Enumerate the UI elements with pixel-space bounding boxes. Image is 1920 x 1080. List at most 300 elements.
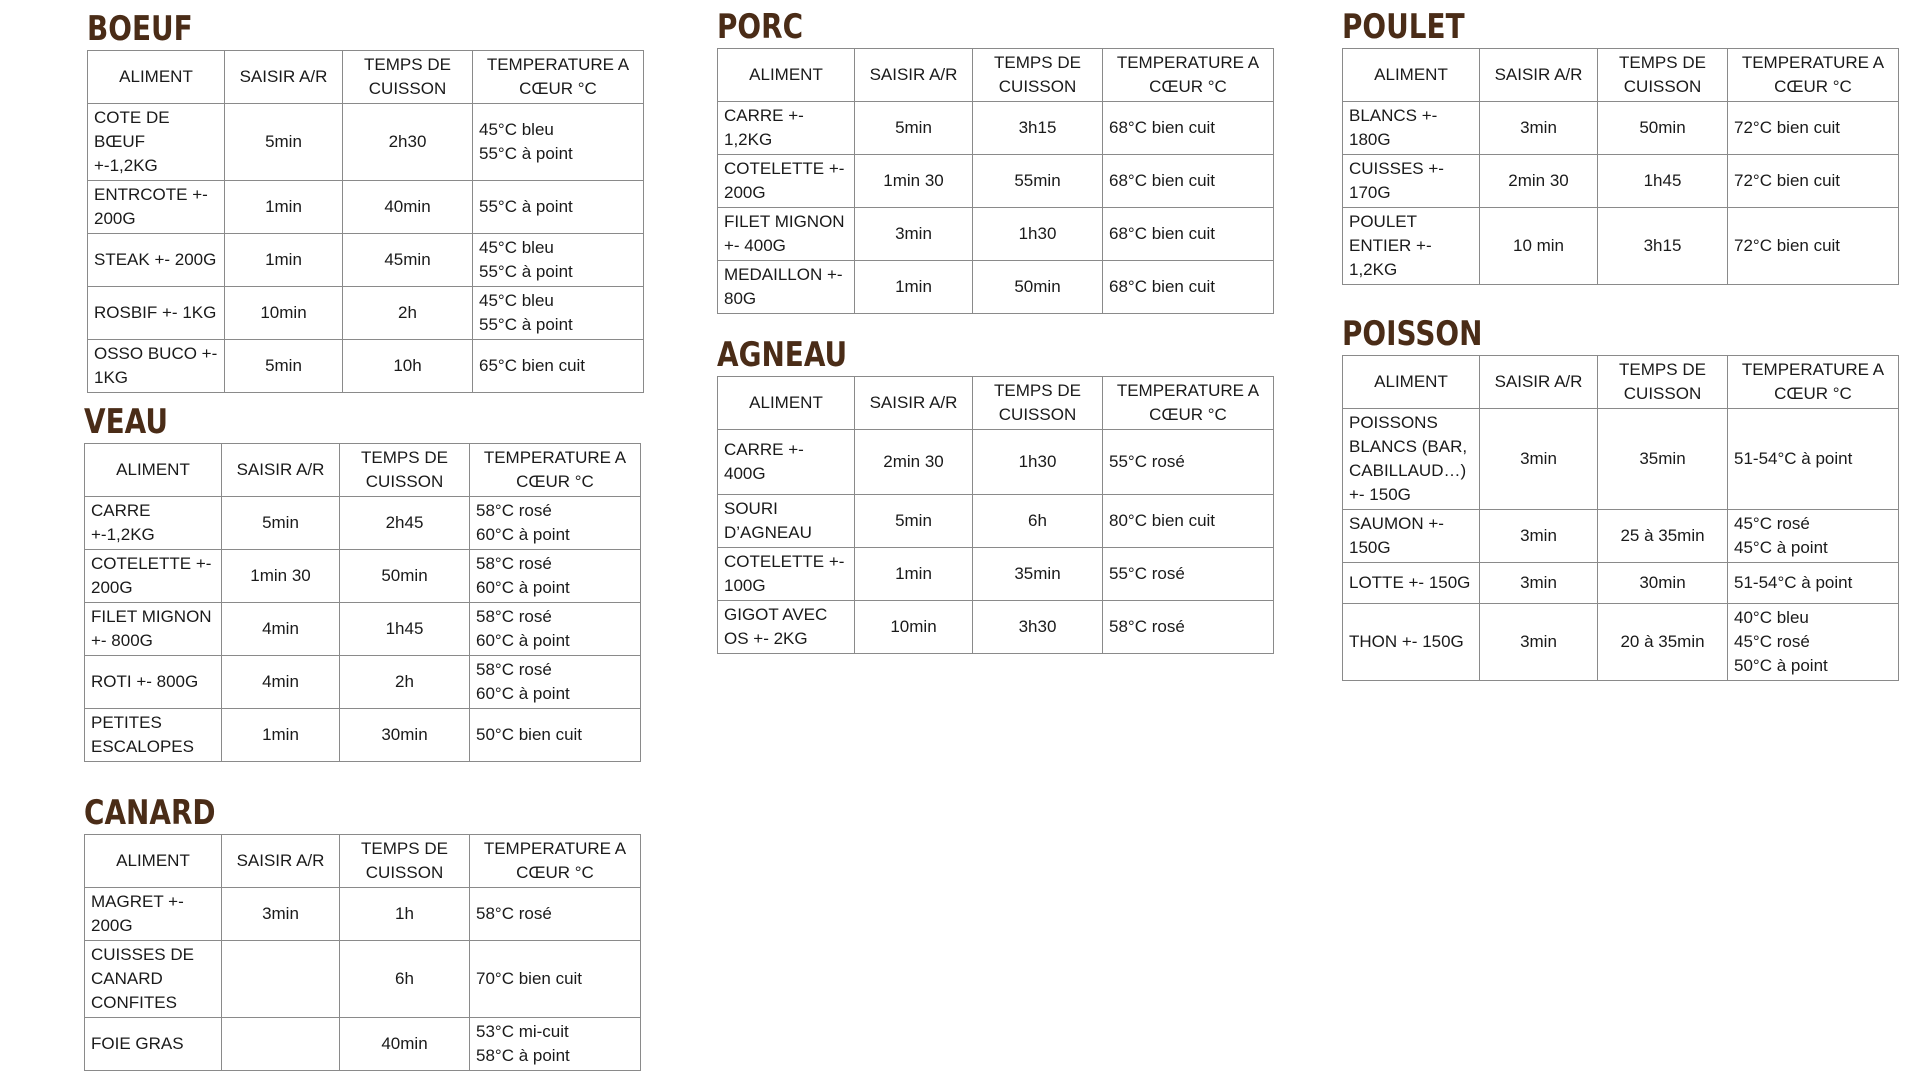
temperature-line: 55°C à point <box>479 315 573 334</box>
cell-aliment <box>1343 510 1480 563</box>
cell-saisir: 2min 30 <box>1480 155 1598 208</box>
header-line: CŒUR °C <box>516 472 594 491</box>
header-temps <box>340 444 470 497</box>
aliment-line: CARRE +- 400G <box>724 440 804 483</box>
header-row <box>718 49 1274 102</box>
header-temperature <box>470 835 641 888</box>
cell-temps: 35min <box>973 548 1103 601</box>
cell-temperature <box>1103 495 1274 548</box>
cell-aliment <box>85 888 222 941</box>
temperature-line: 65°C bien cuit <box>479 356 586 375</box>
cooking-table <box>717 376 1274 654</box>
temperature-line: 58°C rosé <box>476 904 552 923</box>
cell-temps: 40min <box>340 1018 470 1071</box>
header-aliment: ALIMENT <box>88 51 225 104</box>
cell-aliment <box>718 548 855 601</box>
header-line: CUISSON <box>368 79 447 98</box>
temperature-line: 72°C bien cuit <box>1734 171 1841 190</box>
aliment-line: THON +- 150G <box>1349 632 1464 651</box>
temperature-line: 58°C à point <box>476 1046 570 1065</box>
aliment-line: STEAK +- 200G <box>94 250 217 269</box>
cell-aliment <box>88 104 225 181</box>
temperature-line: 72°C bien cuit <box>1734 118 1841 137</box>
cell-temperature <box>1103 208 1274 261</box>
header-aliment: ALIMENT <box>85 444 222 497</box>
section-title: POULET <box>1342 7 1465 47</box>
header-row <box>1343 49 1899 102</box>
header-line: CŒUR °C <box>516 863 594 882</box>
cell-saisir: 1min <box>222 709 340 762</box>
cell-aliment <box>718 261 855 314</box>
temperature-line: 58°C rosé <box>476 607 552 626</box>
table-row <box>1343 102 1899 155</box>
header-temps <box>340 835 470 888</box>
header-line: TEMPERATURE A <box>1116 53 1260 72</box>
cell-temps: 50min <box>1598 102 1728 155</box>
cell-aliment <box>88 287 225 340</box>
aliment-line: D’AGNEAU <box>724 523 812 542</box>
cell-temperature <box>470 497 641 550</box>
header-row <box>1343 356 1899 409</box>
header-line: CUISSON <box>1623 77 1702 96</box>
aliment-line: POULET <box>1349 212 1418 231</box>
cooking-table <box>84 834 641 1071</box>
aliment-line: CANARD <box>91 969 163 988</box>
aliment-line: ENTIER +- <box>1349 236 1432 255</box>
header-aliment: ALIMENT <box>718 377 855 430</box>
section-title: CANARD <box>84 793 216 833</box>
header-saisir: SAISIR A/R <box>222 835 340 888</box>
cell-saisir: 3min <box>1480 604 1598 681</box>
cell-saisir: 5min <box>225 340 343 393</box>
cell-temps: 20 à 35min <box>1598 604 1728 681</box>
header-line: CŒUR °C <box>519 79 597 98</box>
header-line: TEMPERATURE A <box>1116 381 1260 400</box>
temperature-line: 60°C à point <box>476 525 570 544</box>
table-row <box>1343 510 1899 563</box>
header-line: TEMPS DE <box>364 55 451 74</box>
header-line: CUISSON <box>365 863 444 882</box>
cell-saisir: 2min 30 <box>855 430 973 495</box>
temperature-line: 45°C bleu <box>479 238 554 257</box>
header-temperature <box>1103 377 1274 430</box>
cell-aliment <box>85 1018 222 1071</box>
header-line: TEMPERATURE A <box>1741 53 1885 72</box>
temperature-line: 72°C bien cuit <box>1734 236 1841 255</box>
temperature-line: 60°C à point <box>476 578 570 597</box>
header-aliment: ALIMENT <box>718 49 855 102</box>
cell-temperature <box>1728 604 1899 681</box>
cell-saisir: 1min <box>225 181 343 234</box>
header-line: CUISSON <box>998 405 1077 424</box>
table-row <box>85 888 641 941</box>
cell-aliment <box>1343 604 1480 681</box>
aliment-line: 80G <box>724 289 757 308</box>
section-agneau <box>717 336 1273 654</box>
temperature-line: 68°C bien cuit <box>1109 118 1216 137</box>
aliment-line: CARRE +-1,2KG <box>91 501 155 544</box>
table-row <box>88 287 644 340</box>
cell-temperature <box>1103 548 1274 601</box>
aliment-line: CABILLAUD…) <box>1349 461 1467 480</box>
cell-temps: 45min <box>343 234 473 287</box>
cell-saisir: 1min <box>855 548 973 601</box>
temperature-line: 58°C rosé <box>1109 617 1185 636</box>
header-line: CŒUR °C <box>1149 405 1227 424</box>
cell-temps: 1h45 <box>340 603 470 656</box>
aliment-line: 1,2KG <box>1349 260 1398 279</box>
aliment-line: +-1,2KG <box>94 156 158 175</box>
header-line: CUISSON <box>1623 384 1702 403</box>
cell-saisir: 1min 30 <box>855 155 973 208</box>
cell-temps: 2h30 <box>343 104 473 181</box>
cell-saisir: 5min <box>222 497 340 550</box>
aliment-line: 180G <box>1349 130 1391 149</box>
section-title: AGNEAU <box>717 335 848 375</box>
table-row <box>718 208 1274 261</box>
cell-aliment <box>85 603 222 656</box>
header-temperature <box>1728 49 1899 102</box>
section-title: POISSON <box>1342 314 1483 354</box>
cell-aliment <box>85 497 222 550</box>
header-temps <box>973 377 1103 430</box>
aliment-line: OSSO BUCO +- <box>94 344 218 363</box>
cell-temperature <box>470 550 641 603</box>
aliment-line: COTELETTE +- <box>724 552 845 571</box>
aliment-line: LOTTE +- 150G <box>1349 573 1471 592</box>
aliment-line: 200G <box>724 183 766 202</box>
cell-temps: 25 à 35min <box>1598 510 1728 563</box>
cell-temperature <box>1103 261 1274 314</box>
cooking-table <box>84 443 641 762</box>
aliment-line: GIGOT AVEC <box>724 605 828 624</box>
header-line: CŒUR °C <box>1774 77 1852 96</box>
cell-saisir: 5min <box>855 102 973 155</box>
aliment-line: ROSBIF +- 1KG <box>94 303 217 322</box>
temperature-line: 50°C bien cuit <box>476 725 583 744</box>
aliment-line: SOURI <box>724 499 778 518</box>
header-aliment: ALIMENT <box>1343 49 1480 102</box>
cell-temperature <box>1103 430 1274 495</box>
aliment-line: 1KG <box>94 368 129 387</box>
aliment-line: SAUMON +- <box>1349 514 1444 533</box>
header-temps <box>1598 356 1728 409</box>
cell-aliment <box>88 234 225 287</box>
table-row <box>88 234 644 287</box>
temperature-line: 68°C bien cuit <box>1109 171 1216 190</box>
cooking-table <box>717 48 1274 314</box>
header-line: CŒUR °C <box>1149 77 1227 96</box>
table-row <box>85 550 641 603</box>
section-poulet <box>1342 8 1898 285</box>
header-row <box>85 444 641 497</box>
temperature-line: 51-54°C à point <box>1734 573 1853 592</box>
aliment-line: FOIE GRAS <box>91 1034 184 1053</box>
table-row <box>85 709 641 762</box>
cell-saisir <box>222 1018 340 1071</box>
header-line: CUISSON <box>365 472 444 491</box>
cell-saisir: 3min <box>1480 510 1598 563</box>
cell-temperature <box>1728 510 1899 563</box>
cell-temps: 2h45 <box>340 497 470 550</box>
cell-saisir: 4min <box>222 603 340 656</box>
table-row <box>85 603 641 656</box>
section-porc <box>717 8 1273 314</box>
table-row <box>718 548 1274 601</box>
cell-aliment <box>718 208 855 261</box>
cell-saisir <box>222 941 340 1018</box>
cell-saisir: 3min <box>1480 102 1598 155</box>
cell-aliment <box>718 102 855 155</box>
header-line: TEMPS DE <box>1619 53 1706 72</box>
cooking-table <box>87 50 644 393</box>
cell-temps: 1h <box>340 888 470 941</box>
cell-temps: 30min <box>340 709 470 762</box>
aliment-line: BLANCS (BAR, <box>1349 437 1468 456</box>
cell-temps: 1h30 <box>973 430 1103 495</box>
header-temperature <box>1728 356 1899 409</box>
table-row <box>1343 563 1899 604</box>
cell-temps: 6h <box>973 495 1103 548</box>
cell-aliment <box>88 181 225 234</box>
aliment-line: COTELETTE +- <box>91 554 212 573</box>
aliment-line: COTELETTE +- <box>724 159 845 178</box>
header-line: TEMPS DE <box>994 381 1081 400</box>
aliment-line: 200G <box>94 209 136 228</box>
aliment-line: MEDAILLON +- <box>724 265 843 284</box>
cell-aliment <box>85 550 222 603</box>
aliment-line: OS +- 2KG <box>724 629 808 648</box>
cell-temperature <box>470 603 641 656</box>
cell-saisir: 5min <box>855 495 973 548</box>
cell-aliment <box>85 941 222 1018</box>
header-saisir: SAISIR A/R <box>855 49 973 102</box>
aliment-line: 200G <box>91 916 133 935</box>
cell-temps: 50min <box>340 550 470 603</box>
cell-aliment <box>718 155 855 208</box>
temperature-line: 53°C mi-cuit <box>476 1022 569 1041</box>
cell-temps: 2h <box>343 287 473 340</box>
section-veau <box>84 403 640 762</box>
table-row <box>85 656 641 709</box>
cell-saisir: 3min <box>855 208 973 261</box>
cell-temperature <box>470 941 641 1018</box>
header-temperature <box>1103 49 1274 102</box>
aliment-line: 150G <box>1349 538 1391 557</box>
cell-aliment <box>1343 409 1480 510</box>
temperature-line: 58°C rosé <box>476 660 552 679</box>
aliment-line: ESCALOPES <box>91 737 194 756</box>
temperature-line: 58°C rosé <box>476 501 552 520</box>
table-row <box>718 430 1274 495</box>
cell-aliment <box>1343 208 1480 285</box>
table-row <box>718 261 1274 314</box>
cell-temperature <box>1103 601 1274 654</box>
temperature-line: 55°C rosé <box>1109 452 1185 471</box>
cell-temperature <box>473 234 644 287</box>
table-row <box>1343 409 1899 510</box>
aliment-line: FILET MIGNON <box>91 607 212 626</box>
temperature-line: 55°C à point <box>479 197 573 216</box>
cell-temperature <box>1103 102 1274 155</box>
section-title: BOEUF <box>87 9 193 49</box>
table-row <box>88 181 644 234</box>
cell-temperature <box>470 656 641 709</box>
header-row <box>718 377 1274 430</box>
cooking-table <box>1342 355 1899 681</box>
aliment-line: ROTI +- 800G <box>91 672 199 691</box>
header-temperature <box>470 444 641 497</box>
cell-temperature <box>470 888 641 941</box>
cell-aliment <box>85 709 222 762</box>
cell-temperature <box>473 104 644 181</box>
table-row <box>85 941 641 1018</box>
section-poisson <box>1342 315 1898 681</box>
cell-saisir: 4min <box>222 656 340 709</box>
temperature-line: 55°C à point <box>479 144 573 163</box>
aliment-line: BLANCS +- <box>1349 106 1438 125</box>
header-line: TEMPERATURE A <box>486 55 630 74</box>
cell-temps: 40min <box>343 181 473 234</box>
cell-temperature <box>1728 563 1899 604</box>
header-saisir: SAISIR A/R <box>225 51 343 104</box>
cell-temperature <box>1728 155 1899 208</box>
section-boeuf <box>87 10 643 393</box>
temperature-line: 45°C bleu <box>479 291 554 310</box>
cell-temps: 3h30 <box>973 601 1103 654</box>
cell-temps: 6h <box>340 941 470 1018</box>
header-temps <box>973 49 1103 102</box>
cell-temperature <box>473 340 644 393</box>
cell-temps: 2h <box>340 656 470 709</box>
aliment-line: 170G <box>1349 183 1391 202</box>
cell-temps: 1h30 <box>973 208 1103 261</box>
header-row <box>88 51 644 104</box>
cell-aliment <box>88 340 225 393</box>
header-temps <box>1598 49 1728 102</box>
header-aliment: ALIMENT <box>85 835 222 888</box>
cell-temperature <box>1728 409 1899 510</box>
cell-aliment <box>718 430 855 495</box>
cell-temperature <box>1728 208 1899 285</box>
table-row <box>1343 208 1899 285</box>
aliment-line: CUISSES DE <box>91 945 194 964</box>
aliment-line: PETITES <box>91 713 162 732</box>
table-row <box>88 340 644 393</box>
aliment-line: FILET MIGNON <box>724 212 845 231</box>
temperature-line: 45°C rosé <box>1734 632 1810 651</box>
cell-temperature <box>1728 102 1899 155</box>
cell-saisir: 1min 30 <box>222 550 340 603</box>
cell-aliment <box>718 601 855 654</box>
header-line: TEMPS DE <box>994 53 1081 72</box>
table-row <box>1343 604 1899 681</box>
cell-saisir: 1min <box>855 261 973 314</box>
header-line: CUISSON <box>998 77 1077 96</box>
cell-saisir: 1min <box>225 234 343 287</box>
temperature-line: 45°C rosé <box>1734 514 1810 533</box>
aliment-line: 200G <box>91 578 133 597</box>
section-title: PORC <box>717 7 804 47</box>
cell-temps: 55min <box>973 155 1103 208</box>
cell-temps: 30min <box>1598 563 1728 604</box>
cell-temperature <box>473 287 644 340</box>
cell-saisir: 10 min <box>1480 208 1598 285</box>
header-line: TEMPERATURE A <box>1741 360 1885 379</box>
table-row <box>88 104 644 181</box>
header-line: TEMPS DE <box>1619 360 1706 379</box>
cell-aliment <box>1343 102 1480 155</box>
cooking-table <box>1342 48 1899 285</box>
cell-saisir: 3min <box>222 888 340 941</box>
aliment-line: +- 150G <box>1349 485 1411 504</box>
header-row <box>85 835 641 888</box>
cell-aliment <box>718 495 855 548</box>
section-canard <box>84 794 640 1071</box>
cell-saisir: 10min <box>225 287 343 340</box>
temperature-line: 45°C bleu <box>479 120 554 139</box>
header-line: TEMPS DE <box>361 839 448 858</box>
cell-temps: 35min <box>1598 409 1728 510</box>
cell-saisir: 3min <box>1480 409 1598 510</box>
aliment-line: CONFITES <box>91 993 177 1012</box>
temperature-line: 45°C à point <box>1734 538 1828 557</box>
table-row <box>1343 155 1899 208</box>
table-row <box>718 601 1274 654</box>
cell-temps: 50min <box>973 261 1103 314</box>
aliment-line: POISSONS <box>1349 413 1438 432</box>
temperature-line: 68°C bien cuit <box>1109 224 1216 243</box>
aliment-line: ENTRCOTE +- <box>94 185 208 204</box>
temperature-line: 40°C bleu <box>1734 608 1809 627</box>
cell-temperature <box>1103 155 1274 208</box>
header-line: CŒUR °C <box>1774 384 1852 403</box>
cell-aliment <box>1343 563 1480 604</box>
temperature-line: 51-54°C à point <box>1734 449 1853 468</box>
cell-temperature <box>470 1018 641 1071</box>
aliment-line: CUISSES +- <box>1349 159 1444 178</box>
cell-temps: 3h15 <box>1598 208 1728 285</box>
aliment-line: CARRE +- <box>724 106 804 125</box>
table-row <box>718 495 1274 548</box>
temperature-line: 58°C rosé <box>476 554 552 573</box>
cell-aliment <box>1343 155 1480 208</box>
aliment-line: +- 400G <box>724 236 786 255</box>
temperature-line: 60°C à point <box>476 631 570 650</box>
header-saisir: SAISIR A/R <box>1480 356 1598 409</box>
header-temps <box>343 51 473 104</box>
cell-temps: 10h <box>343 340 473 393</box>
temperature-line: 68°C bien cuit <box>1109 277 1216 296</box>
aliment-line: COTE DE BŒUF <box>94 108 170 151</box>
temperature-line: 55°C à point <box>479 262 573 281</box>
cell-temps: 3h15 <box>973 102 1103 155</box>
aliment-line: +- 800G <box>91 631 153 650</box>
table-row <box>85 1018 641 1071</box>
section-title: VEAU <box>84 402 168 442</box>
temperature-line: 60°C à point <box>476 684 570 703</box>
header-line: TEMPERATURE A <box>483 839 627 858</box>
cell-aliment <box>85 656 222 709</box>
temperature-line: 50°C à point <box>1734 656 1828 675</box>
header-temperature <box>473 51 644 104</box>
header-aliment: ALIMENT <box>1343 356 1480 409</box>
cell-saisir: 10min <box>855 601 973 654</box>
aliment-line: MAGRET +- <box>91 892 184 911</box>
temperature-line: 80°C bien cuit <box>1109 511 1216 530</box>
temperature-line: 70°C bien cuit <box>476 969 583 988</box>
table-row <box>718 102 1274 155</box>
